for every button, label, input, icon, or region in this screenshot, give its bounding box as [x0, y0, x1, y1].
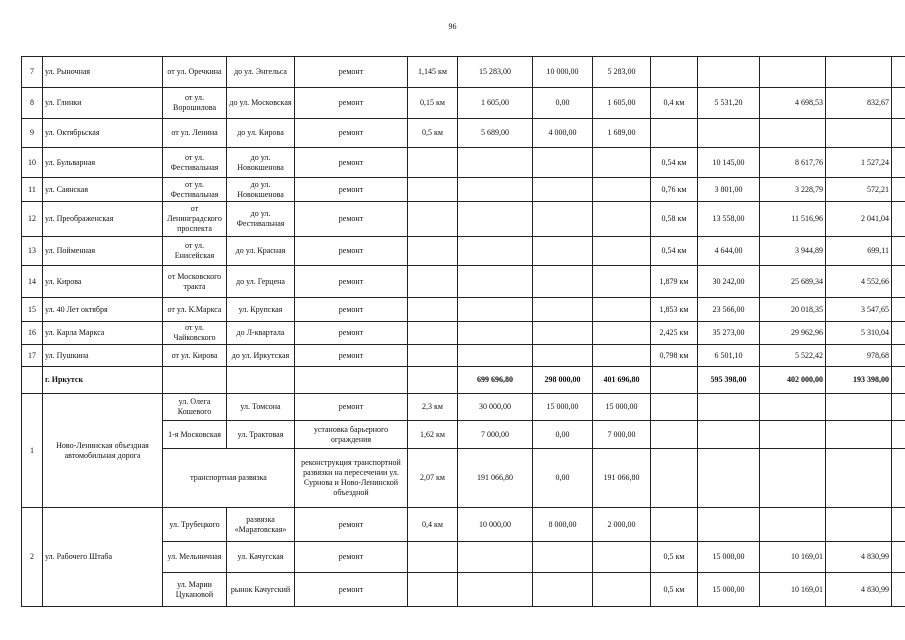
empty-cell — [892, 394, 905, 421]
empty-cell — [651, 394, 698, 421]
length-period-1: 1,62 км — [408, 421, 458, 449]
segment-to: до ул. Кирова — [227, 119, 295, 148]
total-period-1 — [458, 178, 533, 202]
work-type: ремонт — [295, 178, 408, 202]
table-row — [22, 178, 905, 202]
length-period-1: 0,4 км — [408, 508, 458, 542]
work-type: ремонт — [295, 266, 408, 298]
federal-period-2: 29 962,96 — [760, 322, 826, 345]
empty-cell — [826, 421, 892, 449]
regional-period-1: 1 605,00 — [593, 88, 651, 119]
length-period-2: 0,4 км — [651, 88, 698, 119]
empty-cell — [651, 367, 698, 394]
length-period-2: 0,76 км — [651, 178, 698, 202]
regional-period-2: 2 041,04 — [826, 202, 892, 237]
segment-from: ул. Мельничная — [163, 542, 227, 573]
total-row — [22, 367, 905, 394]
empty-cell — [892, 178, 905, 202]
empty-cell — [651, 508, 698, 542]
segment-to: ул. Трактовая — [227, 421, 295, 449]
row-number: 7 — [22, 57, 43, 88]
work-type: ремонт — [295, 573, 408, 607]
table-row — [22, 266, 905, 298]
segment-from: от ул. К.Маркса — [163, 298, 227, 322]
length-period-2: 0,5 км — [651, 573, 698, 607]
total-sum-period-1: 699 696,80 — [458, 367, 533, 394]
empty-cell — [593, 573, 651, 607]
empty-cell — [892, 202, 905, 237]
total-period-2 — [698, 57, 760, 88]
empty-cell — [408, 542, 458, 573]
federal-period-1 — [533, 345, 593, 367]
row-number: 9 — [22, 119, 43, 148]
row-number: 17 — [22, 345, 43, 367]
street-name: ул. Кирова — [43, 266, 163, 298]
segment-to: до ул. Энгельса — [227, 57, 295, 88]
federal-period-1 — [533, 178, 593, 202]
segment-from: от ул. Фестивальная — [163, 178, 227, 202]
federal-period-2: 3 228,79 — [760, 178, 826, 202]
row-number: 16 — [22, 322, 43, 345]
empty-cell — [408, 367, 458, 394]
federal-period-2: 25 689,34 — [760, 266, 826, 298]
total-regional-period-2: 193 398,00 — [826, 367, 892, 394]
road-works-table — [21, 56, 905, 607]
federal-period-2 — [760, 57, 826, 88]
total-federal-period-1: 298 000,00 — [533, 367, 593, 394]
segment-to: до ул. Фестивальная — [227, 202, 295, 237]
empty-cell — [892, 345, 905, 367]
empty-cell — [593, 542, 651, 573]
segment-from: 1-я Московская — [163, 421, 227, 449]
street-name: ул. Рыночная — [43, 57, 163, 88]
federal-period-1 — [533, 202, 593, 237]
total-period-2: 30 242,00 — [698, 266, 760, 298]
group-road-name: ул. Рабочего Штаба — [43, 508, 163, 607]
regional-period-1 — [593, 322, 651, 345]
regional-period-2: 4 830,99 — [826, 542, 892, 573]
federal-period-1: 4 000,00 — [533, 119, 593, 148]
segment-to: до Л-квартала — [227, 322, 295, 345]
total-period-1 — [458, 202, 533, 237]
regional-period-1: 191 066,80 — [593, 449, 651, 508]
work-type: ремонт — [295, 298, 408, 322]
segment-to: до ул. Красная — [227, 237, 295, 266]
empty-cell — [892, 298, 905, 322]
work-type: реконструкция транспортной развязки на пересечении ул. Сурнова и Ново-Ленинской объездной — [295, 449, 408, 508]
empty-cell — [826, 508, 892, 542]
empty-cell — [892, 421, 905, 449]
segment-to: до ул. Герцена — [227, 266, 295, 298]
empty-cell — [760, 508, 826, 542]
row-number: 8 — [22, 88, 43, 119]
regional-period-1 — [593, 298, 651, 322]
length-period-1 — [408, 298, 458, 322]
total-period-2 — [698, 119, 760, 148]
segment-from: от ул. Енисейская — [163, 237, 227, 266]
length-period-2: 0,798 км — [651, 345, 698, 367]
work-type: установка барьерного ограждения — [295, 421, 408, 449]
empty-cell — [295, 367, 408, 394]
total-period-1: 15 283,00 — [458, 57, 533, 88]
total-period-1 — [458, 148, 533, 178]
length-period-2: 0,54 км — [651, 237, 698, 266]
segment-from: от Московского тракта — [163, 266, 227, 298]
federal-period-2: 5 522,42 — [760, 345, 826, 367]
segment-to: рынок Качугский — [227, 573, 295, 607]
federal-period-1 — [533, 266, 593, 298]
federal-period-1 — [533, 298, 593, 322]
table-row — [22, 202, 905, 237]
table-row — [22, 345, 905, 367]
empty-cell — [760, 394, 826, 421]
group-number: 2 — [22, 508, 43, 607]
segment-from: ул. Трубецкого — [163, 508, 227, 542]
empty-cell — [892, 542, 905, 573]
street-name: ул. Бульварная — [43, 148, 163, 178]
row-number: 14 — [22, 266, 43, 298]
table-row — [22, 57, 905, 88]
segment-to: до ул. Иркутская — [227, 345, 295, 367]
total-period-1 — [458, 237, 533, 266]
regional-period-2: 5 310,04 — [826, 322, 892, 345]
empty-cell — [22, 367, 43, 394]
segment-to: до ул. Московская — [227, 88, 295, 119]
federal-period-1 — [533, 148, 593, 178]
table-row — [22, 237, 905, 266]
length-period-1: 2,3 км — [408, 394, 458, 421]
empty-cell — [892, 266, 905, 298]
empty-cell — [408, 573, 458, 607]
total-period-2: 35 273,00 — [698, 322, 760, 345]
empty-cell — [698, 421, 760, 449]
empty-cell — [698, 449, 760, 508]
regional-period-2: 699,11 — [826, 237, 892, 266]
regional-period-1 — [593, 345, 651, 367]
federal-period-2: 3 944,89 — [760, 237, 826, 266]
total-period-2: 5 531,20 — [698, 88, 760, 119]
regional-period-2: 978,68 — [826, 345, 892, 367]
segment-to: до ул. Новокшенова — [227, 148, 295, 178]
work-type: ремонт — [295, 148, 408, 178]
total-regional-period-1: 401 696,80 — [593, 367, 651, 394]
length-period-2 — [651, 57, 698, 88]
federal-period-1: 15 000,00 — [533, 394, 593, 421]
regional-period-2 — [826, 119, 892, 148]
table-row — [22, 119, 905, 148]
regional-period-1: 15 000,00 — [593, 394, 651, 421]
work-type: ремонт — [295, 88, 408, 119]
page-number: 96 — [448, 22, 457, 31]
street-name: ул. Пушкина — [43, 345, 163, 367]
empty-cell — [892, 449, 905, 508]
length-period-1 — [408, 266, 458, 298]
total-period-2: 15 000,00 — [698, 573, 760, 607]
segment-from: от ул. Ворошилова — [163, 88, 227, 119]
empty-cell — [760, 449, 826, 508]
empty-cell — [892, 573, 905, 607]
length-period-2: 1,853 км — [651, 298, 698, 322]
table-row — [22, 298, 905, 322]
length-period-1 — [408, 178, 458, 202]
segment-from: ул. Олега Кошевого — [163, 394, 227, 421]
total-period-2: 4 644,00 — [698, 237, 760, 266]
table-row — [22, 148, 905, 178]
row-number: 13 — [22, 237, 43, 266]
street-name: ул. Глинки — [43, 88, 163, 119]
total-period-2: 10 145,00 — [698, 148, 760, 178]
segment-from: от ул. Фестивальная — [163, 148, 227, 178]
street-name: ул. Карла Маркса — [43, 322, 163, 345]
length-period-1 — [408, 237, 458, 266]
segment-to: ул. Крупская — [227, 298, 295, 322]
federal-period-2: 4 698,53 — [760, 88, 826, 119]
segment-from: от ул. Ленина — [163, 119, 227, 148]
regional-period-1 — [593, 202, 651, 237]
federal-period-2: 20 018,35 — [760, 298, 826, 322]
table-row — [22, 88, 905, 119]
regional-period-1: 1 689,00 — [593, 119, 651, 148]
street-name: ул. 40 Лет октября — [43, 298, 163, 322]
empty-cell — [533, 542, 593, 573]
total-period-2: 15 000,00 — [698, 542, 760, 573]
row-number: 11 — [22, 178, 43, 202]
empty-cell — [651, 449, 698, 508]
segment-to: до ул. Новокшенова — [227, 178, 295, 202]
row-number: 12 — [22, 202, 43, 237]
segment-from: от ул. Оречкина — [163, 57, 227, 88]
length-period-2: 1,879 км — [651, 266, 698, 298]
empty-cell — [892, 322, 905, 345]
street-name: ул. Октябрьская — [43, 119, 163, 148]
length-period-1 — [408, 202, 458, 237]
work-type: ремонт — [295, 57, 408, 88]
length-period-1 — [408, 148, 458, 178]
work-type: ремонт — [295, 508, 408, 542]
total-sum-period-2: 595 398,00 — [698, 367, 760, 394]
federal-period-1: 0,00 — [533, 421, 593, 449]
federal-period-1: 10 000,00 — [533, 57, 593, 88]
empty-cell — [698, 508, 760, 542]
regional-period-1 — [593, 178, 651, 202]
regional-period-1 — [593, 237, 651, 266]
empty-cell — [227, 367, 295, 394]
group-row — [22, 508, 905, 542]
regional-period-1 — [593, 148, 651, 178]
federal-period-2: 11 516,96 — [760, 202, 826, 237]
length-period-2: 0,54 км — [651, 148, 698, 178]
row-number: 10 — [22, 148, 43, 178]
segment-from: ул. Марии Цукановой — [163, 573, 227, 607]
total-period-1: 10 000,00 — [458, 508, 533, 542]
length-period-2: 0,58 км — [651, 202, 698, 237]
segment-to: ул. Качугская — [227, 542, 295, 573]
street-name: ул. Пойменная — [43, 237, 163, 266]
group-road-name: Ново-Ленинская объездная автомобильная дорога — [43, 394, 163, 508]
federal-period-1 — [533, 237, 593, 266]
total-period-1 — [458, 266, 533, 298]
regional-period-2: 572,21 — [826, 178, 892, 202]
regional-period-2: 1 527,24 — [826, 148, 892, 178]
length-period-1: 2,07 км — [408, 449, 458, 508]
empty-cell — [760, 421, 826, 449]
empty-cell — [892, 57, 905, 88]
work-type: ремонт — [295, 345, 408, 367]
street-name: ул. Преображенская — [43, 202, 163, 237]
street-name: ул. Саянская — [43, 178, 163, 202]
regional-period-2: 4 830,99 — [826, 573, 892, 607]
group-row — [22, 394, 905, 421]
regional-period-1 — [593, 266, 651, 298]
empty-cell — [892, 508, 905, 542]
federal-period-2 — [760, 119, 826, 148]
federal-period-1: 8 000,00 — [533, 508, 593, 542]
length-period-1: 0,5 км — [408, 119, 458, 148]
group-number: 1 — [22, 394, 43, 508]
total-period-1 — [458, 322, 533, 345]
empty-cell — [458, 573, 533, 607]
federal-period-2: 10 169,01 — [760, 573, 826, 607]
regional-period-1: 5 283,00 — [593, 57, 651, 88]
segment-from: от ул. Кирова — [163, 345, 227, 367]
table-row — [22, 322, 905, 345]
row-number: 15 — [22, 298, 43, 322]
total-period-1: 191 066,80 — [458, 449, 533, 508]
work-type: ремонт — [295, 394, 408, 421]
empty-cell — [892, 237, 905, 266]
segment-to: развязка «Маратовская» — [227, 508, 295, 542]
total-period-1 — [458, 298, 533, 322]
total-period-1: 1 605,00 — [458, 88, 533, 119]
work-type: ремонт — [295, 237, 408, 266]
segment-from: от ул. Чайковского — [163, 322, 227, 345]
empty-cell — [698, 394, 760, 421]
regional-period-2: 3 547,65 — [826, 298, 892, 322]
length-period-2: 0,5 км — [651, 542, 698, 573]
federal-period-1 — [533, 322, 593, 345]
length-period-1 — [408, 322, 458, 345]
empty-cell — [892, 367, 905, 394]
empty-cell — [651, 421, 698, 449]
total-period-1: 7 000,00 — [458, 421, 533, 449]
total-period-2: 23 566,00 — [698, 298, 760, 322]
empty-cell — [826, 449, 892, 508]
regional-period-2 — [826, 57, 892, 88]
regional-period-2: 4 552,66 — [826, 266, 892, 298]
length-period-2 — [651, 119, 698, 148]
total-period-1: 5 689,00 — [458, 119, 533, 148]
federal-period-1: 0,00 — [533, 88, 593, 119]
empty-cell — [458, 542, 533, 573]
total-federal-period-2: 402 000,00 — [760, 367, 826, 394]
work-type: ремонт — [295, 322, 408, 345]
empty-cell — [826, 394, 892, 421]
segment-interchange: транспортная развязка — [163, 449, 295, 508]
federal-period-1: 0,00 — [533, 449, 593, 508]
empty-cell — [892, 148, 905, 178]
regional-period-2: 832,67 — [826, 88, 892, 119]
work-type: ремонт — [295, 542, 408, 573]
total-period-2: 3 801,00 — [698, 178, 760, 202]
length-period-1 — [408, 345, 458, 367]
segment-to: ул. Томсона — [227, 394, 295, 421]
total-label: г. Иркутск — [43, 367, 163, 394]
federal-period-2: 8 617,76 — [760, 148, 826, 178]
total-period-2: 13 558,00 — [698, 202, 760, 237]
work-type: ремонт — [295, 119, 408, 148]
length-period-1: 0,15 км — [408, 88, 458, 119]
federal-period-2: 10 169,01 — [760, 542, 826, 573]
empty-cell — [533, 573, 593, 607]
empty-cell — [892, 119, 905, 148]
total-period-1 — [458, 345, 533, 367]
total-period-1: 30 000,00 — [458, 394, 533, 421]
regional-period-1: 7 000,00 — [593, 421, 651, 449]
length-period-1: 1,145 км — [408, 57, 458, 88]
empty-cell — [163, 367, 227, 394]
regional-period-1: 2 000,00 — [593, 508, 651, 542]
total-period-2: 6 501,10 — [698, 345, 760, 367]
length-period-2: 2,425 км — [651, 322, 698, 345]
segment-from: от Ленинградского проспекта — [163, 202, 227, 237]
empty-cell — [892, 88, 905, 119]
work-type: ремонт — [295, 202, 408, 237]
